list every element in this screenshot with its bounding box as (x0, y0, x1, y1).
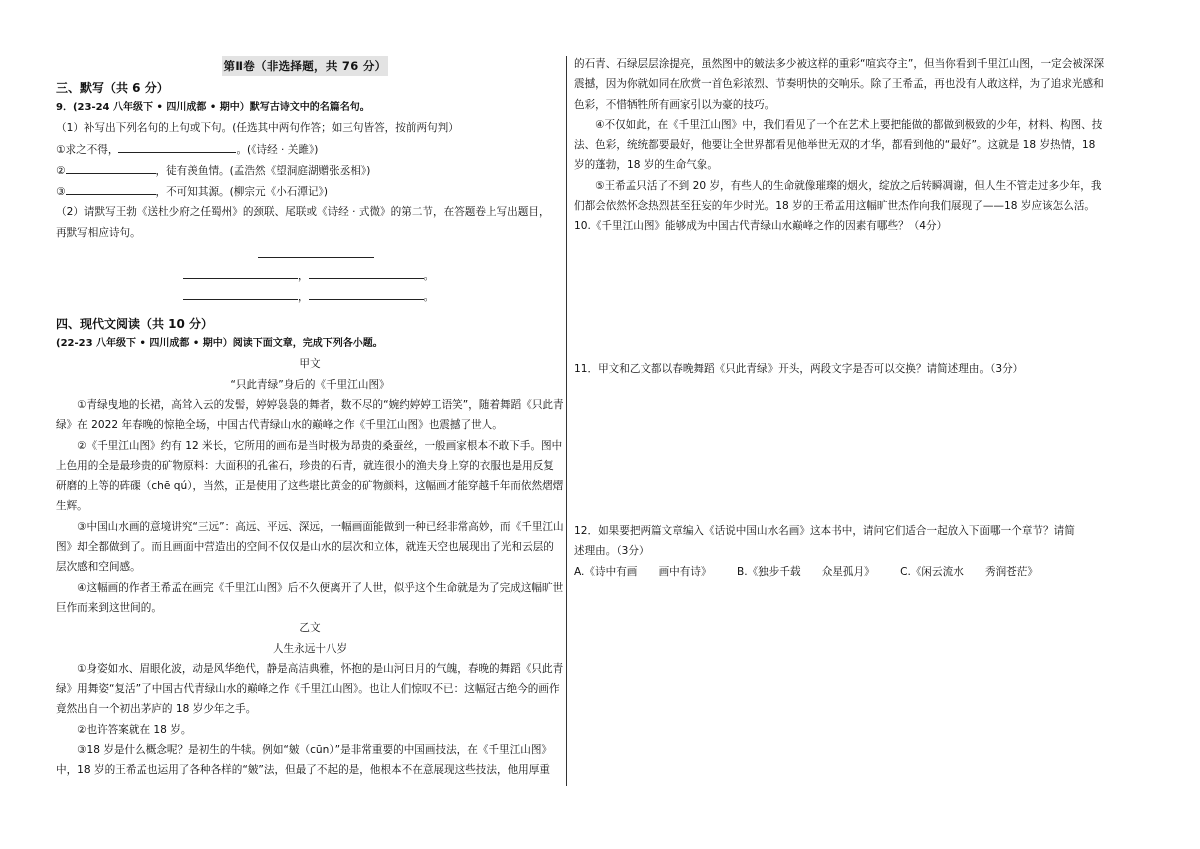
answer-title-blank[interactable] (258, 245, 374, 258)
left-column (56, 78, 564, 781)
q9-line-2 (56, 160, 564, 181)
line2-post: ，徒有羡鱼情。(孟浩然《望洞庭湖赠张丞相》) (155, 164, 371, 177)
yi-paragraph-4: ④不仅如此，在《千里江山图》中，我们看见了一个在艺术上要把能做的都做到极致的少年，材料、构图、技法、色彩，统统都要最好，他要让全世界都看见他举世无双的才华，都看到他的“最好”。这就是 18 岁热情，18 岁的蓬勃，18 岁的生命气象。 (574, 118, 1103, 172)
answer-row-1 (56, 266, 564, 287)
section-3-heading: 三、默写（共 6 分） (56, 81, 169, 95)
jia-paragraph-1: ①青绿曳地的长裙，高耸入云的发髻，婷婷袅袅的舞者，数不尽的“婉约婷婷工语笑”，随着舞蹈《只此青绿》在 2022 年春晚的惊艳全场，中国古代青绿山水的巅峰之作《千里江山图》也震撼了世人。 (56, 398, 564, 432)
answer-row2-blank-a[interactable] (183, 287, 298, 300)
option-a[interactable]: A.《诗中有画 画中有诗》 (574, 565, 712, 578)
line1-pre: ①求之不得， (56, 143, 119, 156)
period: 。 (423, 291, 435, 304)
q9-line-3 (56, 181, 564, 202)
q9-2-line-a: （2）请默写王勃《送杜少府之任蜀州》的颈联、尾联或《诗经 · 式微》的第二节，在答题卷上写出题目， (56, 206, 550, 219)
option-c[interactable]: C.《闲云流水 秀润苍茫》 (900, 565, 1038, 578)
answer-blank-1[interactable] (118, 139, 236, 153)
yi-title: 乙文 (299, 622, 321, 635)
question-12-line-b: 述理由。（3分） (574, 545, 650, 558)
q10-answer-space[interactable] (574, 237, 1106, 359)
line1-post: 。(《诗经 · 关雎》) (236, 143, 319, 156)
jia-paragraph-3: ③中国山水画的意境讲究“三远”：高远、平远、深远，一幅画面能做到一种已经非常高妙，而《千里江山图》却全都做到了。而且画面中营造出的空间不仅仅是山水的层次和立体，就连天空也展现出了光和云层的层次感和空间感。 (56, 520, 564, 574)
comma: ， (298, 270, 309, 283)
period: 。 (423, 270, 435, 283)
section-4-intro: (22-23 八年级下 • 四川成都 • 期中）阅读下面文章，完成下列各小题。 (56, 338, 383, 350)
q9-line-1 (56, 139, 564, 160)
answer-row2-blank-b[interactable] (309, 287, 424, 300)
q11-answer-space[interactable] (574, 379, 1106, 521)
answer-blank-2[interactable] (66, 160, 156, 174)
q9-1-intro: （1）补写出下列名句的上句或下句。(任选其中两句作答；如三句皆答，按前两句判） (56, 122, 459, 135)
part-title: 第Ⅱ卷（非选择题，共 76 分） (222, 56, 388, 76)
yi-subtitle: 人生永远十八岁 (272, 642, 348, 655)
line3-post: ，不可知其源。(柳宗元《小石潭记》) (155, 186, 328, 199)
jia-subtitle: “只此青绿”身后的《千里江山图》 (230, 378, 390, 391)
line2-pre: ② (56, 164, 66, 177)
yi-paragraph-2: ②也许答案就在 18 岁。 (77, 723, 192, 736)
option-b[interactable]: B.《独步千载 众星孤月》 (736, 565, 875, 578)
q9-heading: 9．(23-24 八年级下 • 四川成都 • 期中）默写古诗文中的名篇名句。 (56, 102, 370, 113)
yi-paragraph-5: ⑤王希孟只活了不到 20 岁，有些人的生命就像璀璨的烟火，绽放之后转瞬凋谢，但人生不管走过多少年，我们都会依然怀念热烈甚至狂妄的年少时光。18 岁的王希孟用这幅旷世杰作向我们展现了——18 岁应该怎么活。 (574, 179, 1102, 213)
right-column (574, 54, 1106, 582)
jia-paragraph-4: ④这幅画的作者王希孟在画完《千里江山图》后不久便离开了人世，似乎这个生命就是为了完成这幅旷世巨作而来到这世间的。 (56, 581, 564, 614)
question-12-line-a: 12．如果要把两篇文章编入《话说中国山水名画》这本书中，请问它们适合一起放入下面哪一个章节？请简 (574, 524, 1075, 537)
yi-paragraph-3: ③18 岁是什么概念呢？是初生的牛犊。例如“皴（cūn）”是非常重要的中国画技法，在《千里江山图》中，18 岁的王希孟也运用了各种各样的“皴”法，但最了不起的是，他根本不在意展现这些技法，他用厚重 (56, 744, 553, 777)
q12-options (574, 562, 1106, 582)
jia-paragraph-2: ②《千里江山图》约有 12 米长，它所用的画布是当时极为昂贵的桑蚕丝，一般画家根本不敢下手。图中上色用的全是最珍贵的矿物原料：大面积的孔雀石，珍贵的石青，就连很小的渔夫身上穿的衣服也是用反复研磨的上等的砗磲（chē qú），当然，正是使用了这些堪比黄金的矿物颜料，这幅画才能穿越千年而依然熠熠生辉。 (56, 439, 564, 513)
answer-row-2 (56, 287, 564, 308)
question-10: 10.《千里江山图》能够成为中国古代青绿山水巅峰之作的因素有哪些？（4分） (574, 220, 948, 233)
comma: ， (298, 291, 309, 304)
answer-title-row (56, 245, 564, 266)
answer-blank-3[interactable] (66, 181, 156, 195)
yi-paragraph-3-cont: 的石青、石绿层层涂提亮，虽然图中的皴法多少被这样的重彩“喧宾夺主”，但当你看到千里江山图，一定会被深深震撼，因为你就如同在欣赏一首色彩浓烈、节奏明快的交响乐。除了王希孟，再也没有人敢这样，为了追求光感和色彩，不惜牺牲所有画家引以为豪的技巧。 (574, 58, 1105, 111)
answer-row1-blank-a[interactable] (183, 266, 298, 279)
answer-row1-blank-b[interactable] (309, 266, 424, 279)
yi-paragraph-1: ①身姿如水、眉眼化波，动是风华绝代，静是高洁典雅，怀抱的是山河日月的气魄，春晚的舞蹈《只此青绿》用舞姿“复活”了中国古代青绿山水的巅峰之作《千里江山图》。也让人们惊叹不已：这幅冠古绝今的画作竟然出自一个初出茅庐的 18 岁少年之手。 (56, 662, 564, 716)
section-4-heading: 四、现代文阅读（共 10 分） (56, 317, 214, 332)
column-divider (566, 56, 567, 786)
q9-2-line-b: 再默写相应诗句。 (56, 226, 141, 239)
line3-pre: ③ (56, 186, 66, 199)
question-11: 11．甲文和乙文都以春晚舞蹈《只此青绿》开头，两段文字是否可以交换？请简述理由。（3分） (574, 362, 1024, 375)
jia-title: 甲文 (299, 358, 321, 371)
